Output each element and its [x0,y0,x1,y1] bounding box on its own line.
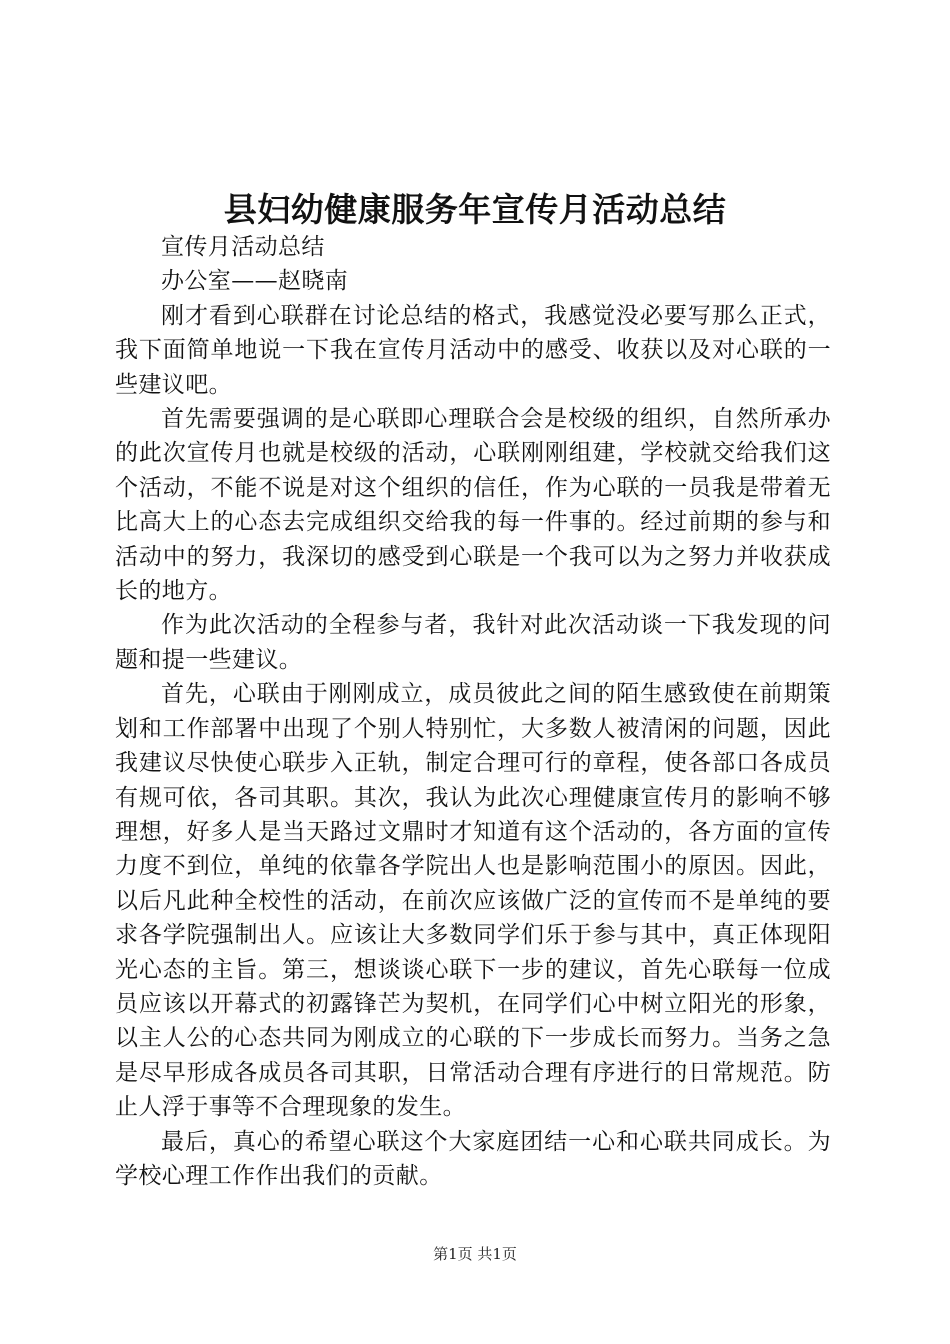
body-paragraph: 作为此次活动的全程参与者，我针对此次活动谈一下我发现的问题和提一些建议。 [115,612,831,673]
document-body [115,230,831,1193]
body-paragraph: 首先需要强调的是心联即心理联合会是校级的组织，自然所承办的此次宣传月也就是校级的活动，心联刚刚组建，学校就交给我们这个活动，不能不说是对这个组织的信任，作为心联的一员我是带着无比高大上的心态去完成组织交给我的每一件事的。经过前期的参与和活动中的努力，我深切的感受到心联是一个我可以为之努力并收获成长的地方。 [115,406,831,605]
body-paragraph: 刚才看到心联群在讨论总结的格式，我感觉没必要写那么正式，我下面简单地说一下我在宣传月活动中的感受、收获以及对心联的一些建议吧。 [115,302,831,398]
author-paragraph: 办公室——赵晓南 [161,268,349,295]
body-paragraph: 首先，心联由于刚刚成立，成员彼此之间的陌生感致使在前期策划和工作部署中出现了个别人特别忙，大多数人被清闲的问题，因此我建议尽快使心联步入正轨，制定合理可行的章程，使各部口各成员有规可依，各司其职。其次，我认为此次心理健康宣传月的影响不够理想，好多人是当天路过文鼎时才知道有这个活动的，各方面的宣传力度不到位，单纯的依靠各学院出人也是影响范围小的原因。因此，以后凡此种全校性的活动，在前次应该做广泛的宣传而不是单纯的要求各学院强制出人。应该让大多数同学们乐于参与其中，真正体现阳光心态的主旨。第三，想谈谈心联下一步的建议，首先心联每一位成员应该以开幕式的初露锋芒为契机，在同学们心中树立阳光的形象，以主人公的心态共同为刚成立的心联的下一步成长而努力。当务之急是尽早形成各成员各司其职，日常活动合理有序进行的日常规范。防止人浮于事等不合理现象的发生。 [115,681,831,1121]
body-paragraph: 最后，真心的希望心联这个大家庭团结一心和心联共同成长。为学校心理工作作出我们的贡献。 [115,1128,831,1189]
page-number-footer: 第1页 共1页 [433,1245,517,1263]
subtitle-paragraph: 宣传月活动总结 [161,234,325,260]
document-title: 县妇幼健康服务年宣传月活动总结 [223,190,727,229]
